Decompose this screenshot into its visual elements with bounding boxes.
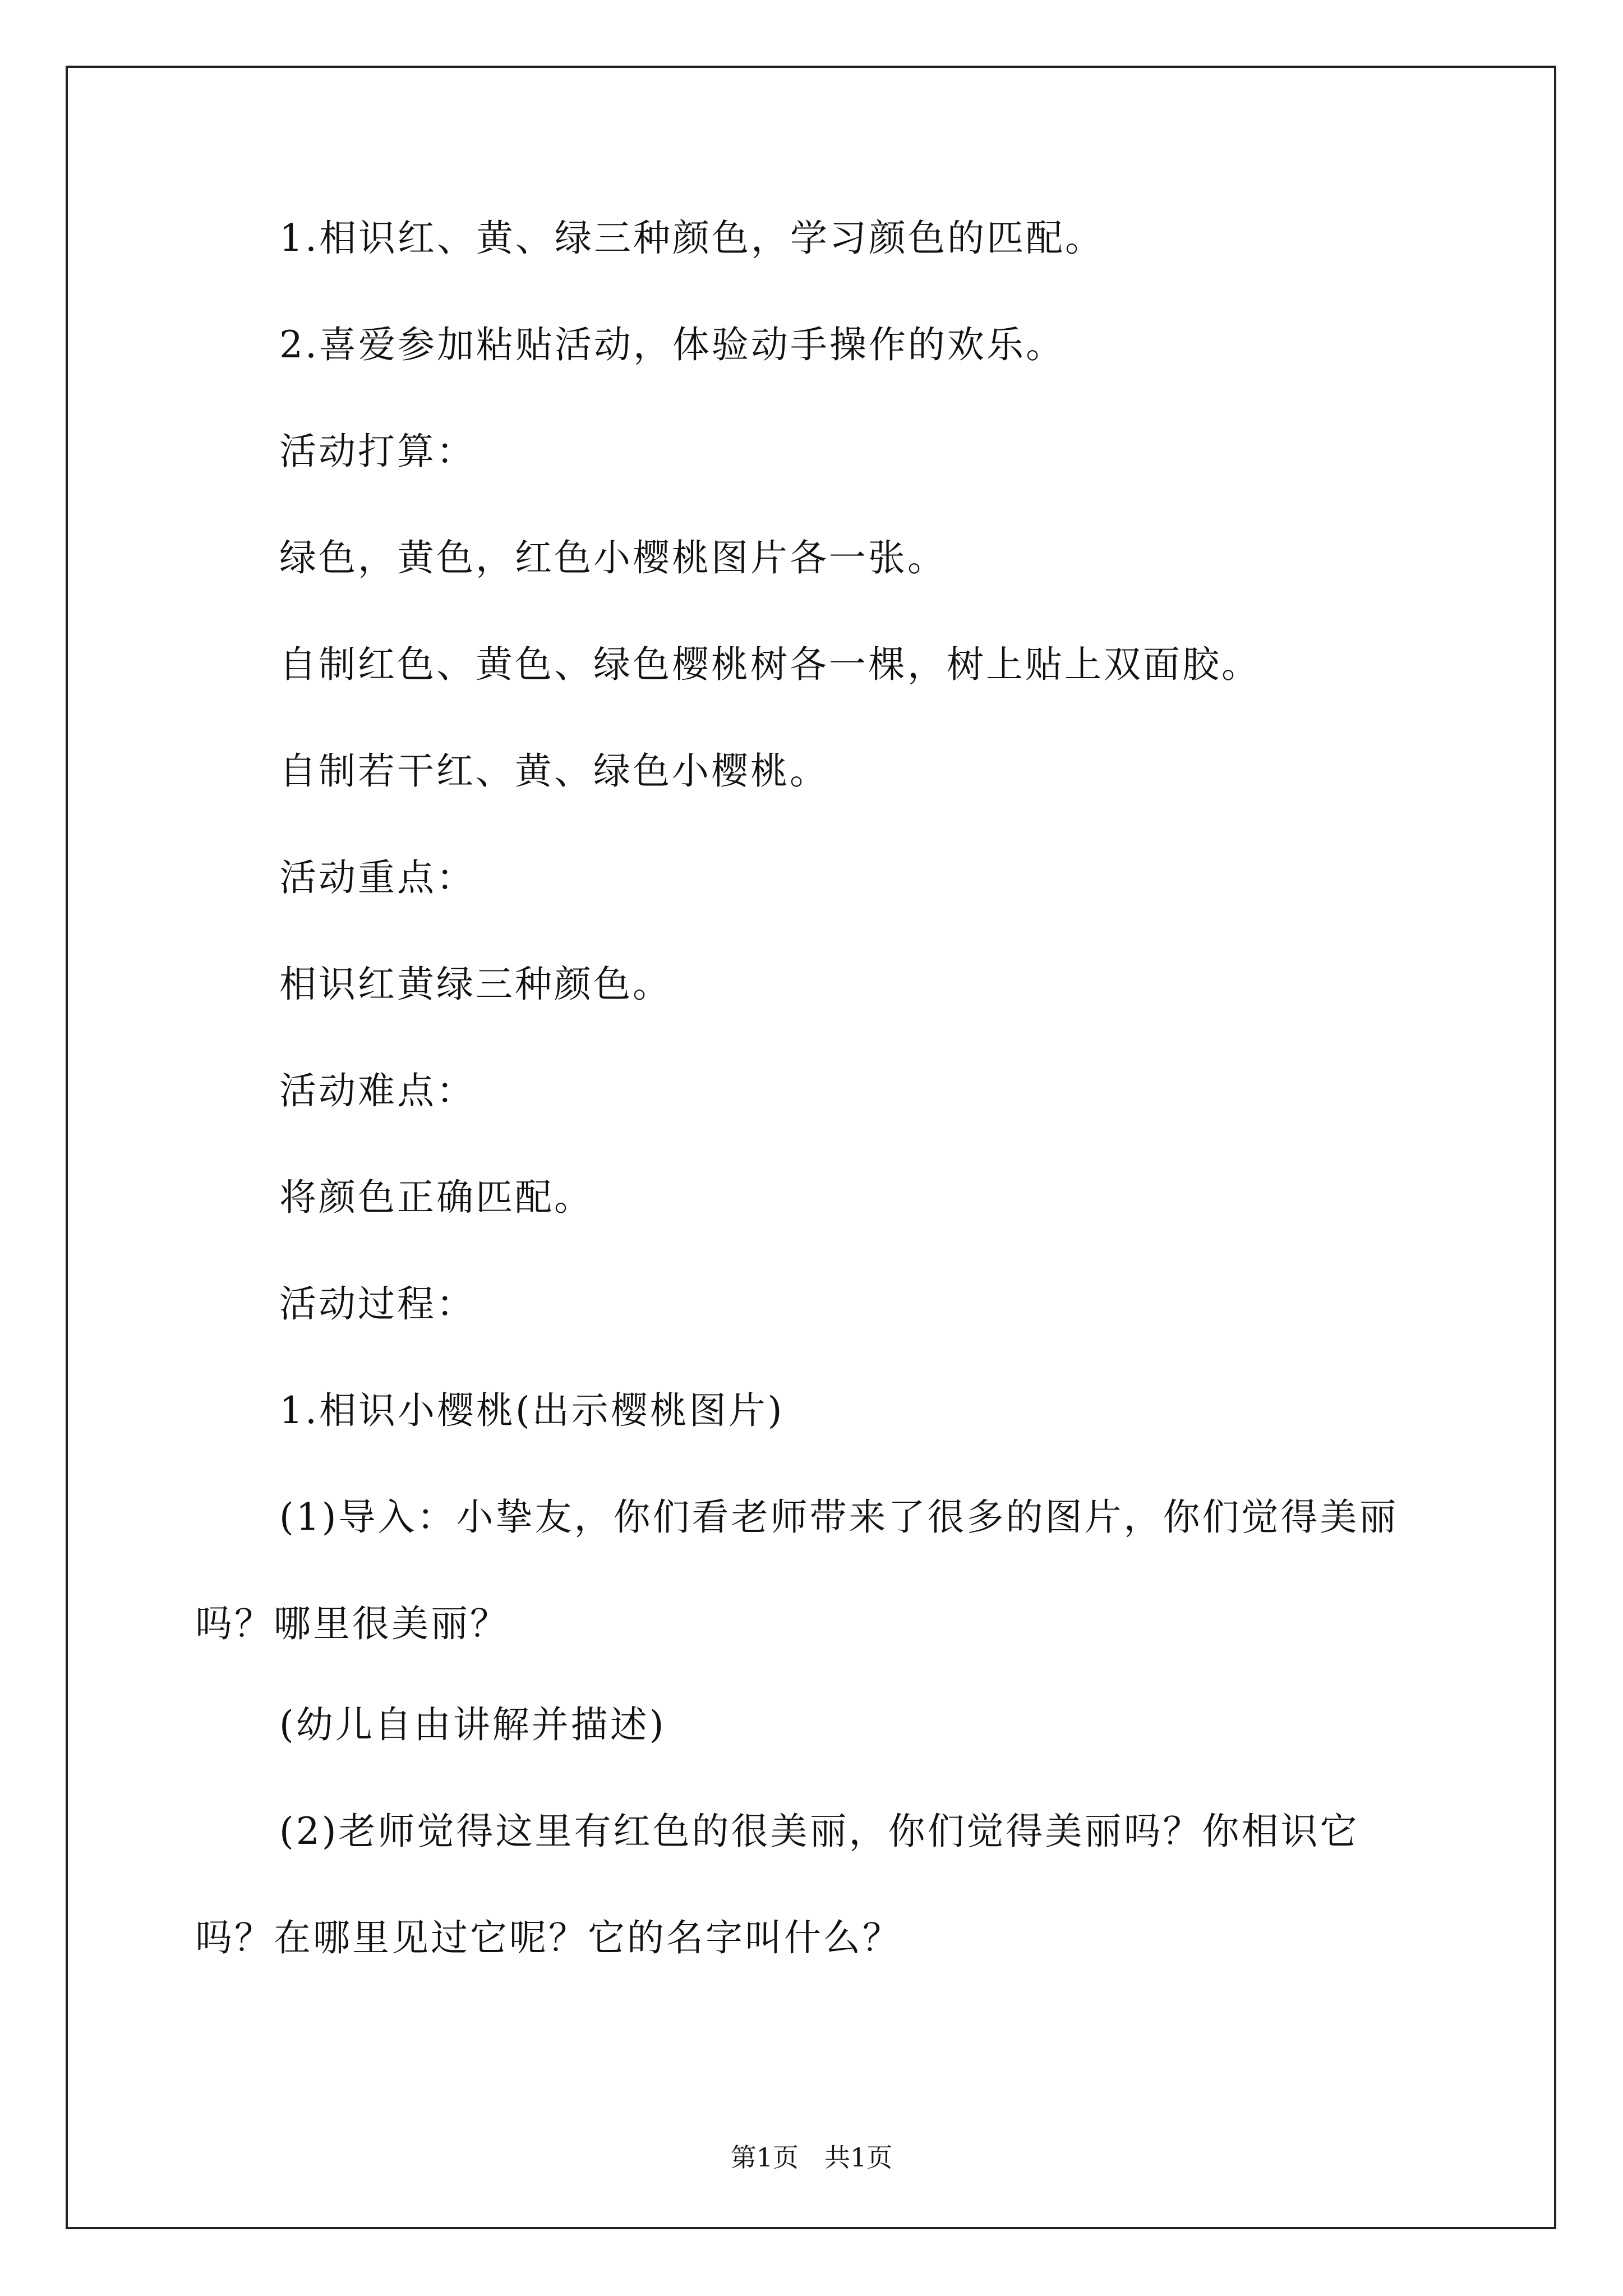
paragraph-7: 活动重点： bbox=[279, 856, 476, 899]
paragraph-2: 2.喜爱参加粘贴活动，体验动手操作的欢乐。 bbox=[279, 323, 1065, 366]
paragraph-3: 活动打算： bbox=[279, 430, 476, 473]
paragraph-5: 自制红色、黄色、绿色樱桃树各一棵，树上贴上双面胶。 bbox=[279, 643, 1261, 686]
paragraph-10: 将颜色正确匹配。 bbox=[279, 1176, 593, 1219]
document-body bbox=[195, 213, 1429, 1991]
paragraph-12: 1.相识小樱桃(出示樱桃图片) bbox=[279, 1389, 785, 1432]
paragraph-11: 活动过程： bbox=[279, 1282, 476, 1326]
paragraph-9: 活动难点： bbox=[279, 1069, 476, 1112]
paragraph-14: (幼儿自由讲解并描述) bbox=[279, 1703, 666, 1746]
paragraph-8: 相识红黄绿三种颜色。 bbox=[279, 963, 672, 1006]
paragraph-15: (2)老师觉得这里有红色的很美丽，你们觉得美丽吗？你相识它吗？在哪里见过它呢？它的名字叫什么？ bbox=[195, 1810, 1359, 1959]
paragraph-4: 绿色，黄色，红色小樱桃图片各一张。 bbox=[279, 536, 947, 579]
paragraph-13: (1)导入：小挚友，你们看老师带来了很多的图片，你们觉得美丽吗？哪里很美丽？ bbox=[195, 1496, 1399, 1645]
page-footer: 第1页 共1页 bbox=[730, 2142, 893, 2173]
paragraph-6: 自制若干红、黄、绿色小樱桃。 bbox=[279, 749, 829, 793]
paragraph-1: 1.相识红、黄、绿三种颜色，学习颜色的匹配。 bbox=[279, 217, 1104, 260]
